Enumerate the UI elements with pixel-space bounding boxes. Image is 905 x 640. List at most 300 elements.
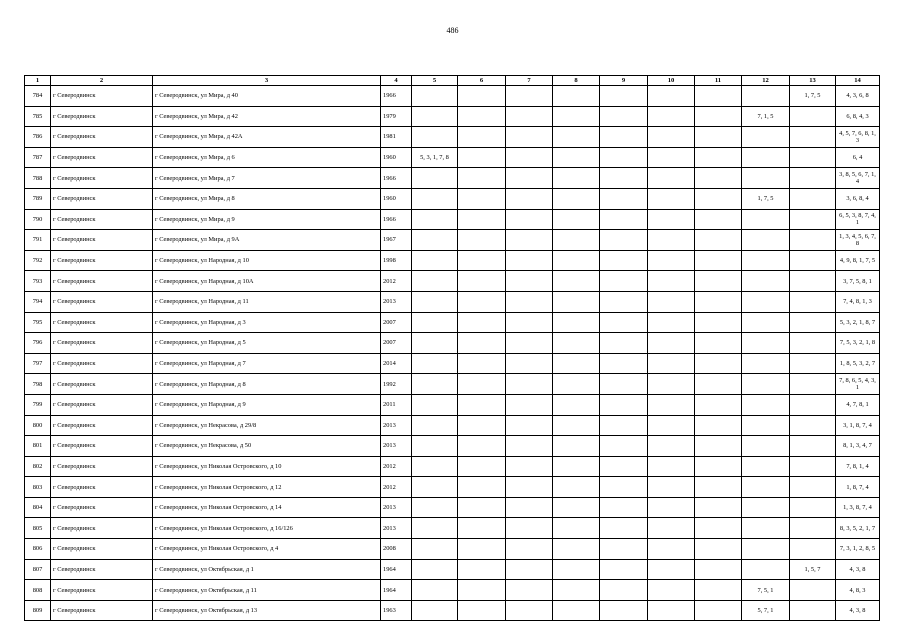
year-cell: 2007 — [381, 312, 412, 333]
col9-cell — [600, 250, 648, 271]
col8-cell — [553, 394, 600, 415]
col13-cell — [790, 580, 836, 601]
col6-cell — [458, 456, 506, 477]
table-row — [25, 456, 880, 477]
col8-cell — [553, 312, 600, 333]
col7-cell — [506, 168, 553, 189]
row-number-cell: 804 — [25, 497, 51, 518]
col5-cell — [412, 271, 458, 292]
city-cell: г Северодвинск — [51, 127, 153, 148]
table-row — [25, 271, 880, 292]
col11-cell — [695, 580, 742, 601]
year-cell: 1966 — [381, 168, 412, 189]
address-cell: г Северодвинск, ул Некрасова, д 29/8 — [153, 415, 381, 436]
year-cell: 1992 — [381, 374, 412, 395]
col8-cell — [553, 209, 600, 230]
col8-cell — [553, 250, 600, 271]
row-number-cell: 791 — [25, 230, 51, 251]
year-cell: 1979 — [381, 106, 412, 127]
col5-cell — [412, 250, 458, 271]
col11-cell — [695, 106, 742, 127]
col12-cell — [742, 539, 790, 560]
col7-cell — [506, 86, 553, 107]
city-cell: г Северодвинск — [51, 436, 153, 457]
col11-cell — [695, 147, 742, 168]
col14-cell: 3, 1, 8, 7, 4 — [836, 415, 880, 436]
col6-cell — [458, 209, 506, 230]
row-number-cell: 801 — [25, 436, 51, 457]
address-cell: г Северодвинск, ул Мира, д 40 — [153, 86, 381, 107]
city-cell: г Северодвинск — [51, 188, 153, 209]
col12-cell — [742, 374, 790, 395]
col13-cell — [790, 539, 836, 560]
col13-cell — [790, 168, 836, 189]
col5-cell — [412, 353, 458, 374]
col11-cell — [695, 127, 742, 148]
col12-cell: 5, 7, 1 — [742, 600, 790, 621]
row-number-cell: 795 — [25, 312, 51, 333]
col11-cell — [695, 394, 742, 415]
col9-cell — [600, 415, 648, 436]
col9-cell — [600, 394, 648, 415]
city-cell: г Северодвинск — [51, 168, 153, 189]
col13-cell: 1, 7, 5 — [790, 86, 836, 107]
col7-cell — [506, 250, 553, 271]
column-header: 10 — [648, 76, 695, 86]
address-cell: г Северодвинск, ул Народная, д 8 — [153, 374, 381, 395]
col11-cell — [695, 291, 742, 312]
row-number-cell: 805 — [25, 518, 51, 539]
col7-cell — [506, 353, 553, 374]
address-cell: г Северодвинск, ул Октябрьская, д 11 — [153, 580, 381, 601]
col10-cell — [648, 539, 695, 560]
city-cell: г Северодвинск — [51, 394, 153, 415]
page-number: 486 — [446, 26, 459, 35]
col11-cell — [695, 497, 742, 518]
col14-cell: 4, 9, 8, 1, 7, 5 — [836, 250, 880, 271]
col13-cell — [790, 209, 836, 230]
col12-cell — [742, 168, 790, 189]
col6-cell — [458, 86, 506, 107]
year-cell: 2012 — [381, 271, 412, 292]
table-row — [25, 580, 880, 601]
col5-cell — [412, 436, 458, 457]
col8-cell — [553, 230, 600, 251]
col7-cell — [506, 559, 553, 580]
table-row — [25, 188, 880, 209]
col9-cell — [600, 86, 648, 107]
row-number-cell: 789 — [25, 188, 51, 209]
row-number-cell: 786 — [25, 127, 51, 148]
col9-cell — [600, 497, 648, 518]
col5-cell — [412, 559, 458, 580]
col12-cell — [742, 559, 790, 580]
col6-cell — [458, 333, 506, 354]
col5-cell — [412, 86, 458, 107]
col13-cell — [790, 291, 836, 312]
col8-cell — [553, 497, 600, 518]
col14-cell: 4, 3, 6, 8 — [836, 86, 880, 107]
year-cell: 1964 — [381, 559, 412, 580]
col9-cell — [600, 188, 648, 209]
col12-cell — [742, 518, 790, 539]
table-row — [25, 291, 880, 312]
column-header: 12 — [742, 76, 790, 86]
col14-cell: 8, 1, 3, 4, 7 — [836, 436, 880, 457]
col9-cell — [600, 539, 648, 560]
year-cell: 1998 — [381, 250, 412, 271]
year-cell: 1963 — [381, 600, 412, 621]
col11-cell — [695, 271, 742, 292]
col5-cell — [412, 230, 458, 251]
col9-cell — [600, 518, 648, 539]
col6-cell — [458, 477, 506, 498]
city-cell: г Северодвинск — [51, 147, 153, 168]
col12-cell: 7, 1, 5 — [742, 106, 790, 127]
col7-cell — [506, 580, 553, 601]
col7-cell — [506, 230, 553, 251]
city-cell: г Северодвинск — [51, 374, 153, 395]
city-cell: г Северодвинск — [51, 230, 153, 251]
col12-cell — [742, 230, 790, 251]
table-row — [25, 333, 880, 354]
col8-cell — [553, 559, 600, 580]
col9-cell — [600, 106, 648, 127]
col8-cell — [553, 353, 600, 374]
col14-cell: 7, 8, 1, 4 — [836, 456, 880, 477]
row-number-cell: 803 — [25, 477, 51, 498]
col7-cell — [506, 312, 553, 333]
col8-cell — [553, 168, 600, 189]
col14-cell: 1, 8, 5, 3, 2, 7 — [836, 353, 880, 374]
col6-cell — [458, 250, 506, 271]
year-cell: 1966 — [381, 209, 412, 230]
col10-cell — [648, 209, 695, 230]
city-cell: г Северодвинск — [51, 580, 153, 601]
col5-cell — [412, 394, 458, 415]
col9-cell — [600, 147, 648, 168]
col11-cell — [695, 539, 742, 560]
city-cell: г Северодвинск — [51, 477, 153, 498]
col8-cell — [553, 374, 600, 395]
column-header: 9 — [600, 76, 648, 86]
year-cell: 2013 — [381, 291, 412, 312]
col13-cell — [790, 147, 836, 168]
col14-cell: 1, 8, 7, 4 — [836, 477, 880, 498]
col5-cell — [412, 497, 458, 518]
row-number-cell: 808 — [25, 580, 51, 601]
col14-cell: 4, 5, 7, 6, 8, 1, 3 — [836, 127, 880, 148]
col12-cell — [742, 209, 790, 230]
col5-cell: 5, 3, 1, 7, 8 — [412, 147, 458, 168]
col8-cell — [553, 580, 600, 601]
address-cell: г Северодвинск, ул Мира, д 42А — [153, 127, 381, 148]
table-row — [25, 106, 880, 127]
col8-cell — [553, 127, 600, 148]
col13-cell — [790, 394, 836, 415]
col13-cell — [790, 271, 836, 292]
table-row — [25, 394, 880, 415]
row-number-cell: 807 — [25, 559, 51, 580]
col7-cell — [506, 209, 553, 230]
col14-cell: 7, 3, 1, 2, 8, 5 — [836, 539, 880, 560]
col6-cell — [458, 230, 506, 251]
col14-cell: 4, 7, 8, 1 — [836, 394, 880, 415]
column-header: 13 — [790, 76, 836, 86]
year-cell: 1967 — [381, 230, 412, 251]
column-header: 11 — [695, 76, 742, 86]
col9-cell — [600, 230, 648, 251]
col6-cell — [458, 353, 506, 374]
col8-cell — [553, 436, 600, 457]
col7-cell — [506, 333, 553, 354]
col5-cell — [412, 600, 458, 621]
col13-cell — [790, 415, 836, 436]
col14-cell: 5, 3, 2, 1, 8, 7 — [836, 312, 880, 333]
col11-cell — [695, 168, 742, 189]
address-cell: г Северодвинск, ул Мира, д 9А — [153, 230, 381, 251]
year-cell: 1981 — [381, 127, 412, 148]
city-cell: г Северодвинск — [51, 415, 153, 436]
col14-cell: 8, 3, 5, 2, 1, 7 — [836, 518, 880, 539]
row-number-cell: 785 — [25, 106, 51, 127]
col10-cell — [648, 394, 695, 415]
column-header: 4 — [381, 76, 412, 86]
col13-cell — [790, 106, 836, 127]
col9-cell — [600, 580, 648, 601]
table-row — [25, 353, 880, 374]
year-cell: 2013 — [381, 497, 412, 518]
col7-cell — [506, 518, 553, 539]
year-cell: 2008 — [381, 539, 412, 560]
col12-cell — [742, 147, 790, 168]
col6-cell — [458, 415, 506, 436]
address-cell: г Северодвинск, ул Октябрьская, д 13 — [153, 600, 381, 621]
col14-cell: 3, 6, 8, 4 — [836, 188, 880, 209]
city-cell: г Северодвинск — [51, 497, 153, 518]
col12-cell — [742, 127, 790, 148]
column-header: 8 — [553, 76, 600, 86]
col9-cell — [600, 353, 648, 374]
address-cell: г Северодвинск, ул Октябрьская, д 1 — [153, 559, 381, 580]
col6-cell — [458, 497, 506, 518]
col6-cell — [458, 271, 506, 292]
col14-cell: 6, 8, 4, 3 — [836, 106, 880, 127]
col8-cell — [553, 518, 600, 539]
col14-cell: 4, 8, 3 — [836, 580, 880, 601]
col7-cell — [506, 539, 553, 560]
city-cell: г Северодвинск — [51, 456, 153, 477]
col13-cell — [790, 333, 836, 354]
address-cell: г Северодвинск, ул Народная, д 9 — [153, 394, 381, 415]
address-cell: г Северодвинск, ул Народная, д 7 — [153, 353, 381, 374]
year-cell: 1960 — [381, 147, 412, 168]
table-row — [25, 415, 880, 436]
col7-cell — [506, 477, 553, 498]
col9-cell — [600, 209, 648, 230]
table-row — [25, 518, 880, 539]
column-header: 7 — [506, 76, 553, 86]
row-number-cell: 794 — [25, 291, 51, 312]
col7-cell — [506, 147, 553, 168]
col9-cell — [600, 291, 648, 312]
col13-cell — [790, 497, 836, 518]
col12-cell — [742, 477, 790, 498]
col5-cell — [412, 580, 458, 601]
city-cell: г Северодвинск — [51, 353, 153, 374]
row-number-cell: 787 — [25, 147, 51, 168]
col5-cell — [412, 518, 458, 539]
address-cell: г Северодвинск, ул Николая Островского, д 4 — [153, 539, 381, 560]
col7-cell — [506, 127, 553, 148]
address-cell: г Северодвинск, ул Народная, д 11 — [153, 291, 381, 312]
col13-cell — [790, 600, 836, 621]
col14-cell: 4, 3, 8 — [836, 559, 880, 580]
col11-cell — [695, 456, 742, 477]
col13-cell — [790, 518, 836, 539]
city-cell: г Северодвинск — [51, 250, 153, 271]
col8-cell — [553, 600, 600, 621]
col7-cell — [506, 291, 553, 312]
col9-cell — [600, 600, 648, 621]
col5-cell — [412, 291, 458, 312]
city-cell: г Северодвинск — [51, 86, 153, 107]
col7-cell — [506, 188, 553, 209]
col9-cell — [600, 168, 648, 189]
col5-cell — [412, 539, 458, 560]
col13-cell — [790, 477, 836, 498]
col11-cell — [695, 436, 742, 457]
col13-cell — [790, 188, 836, 209]
city-cell: г Северодвинск — [51, 559, 153, 580]
year-cell: 2012 — [381, 477, 412, 498]
col13-cell — [790, 312, 836, 333]
col7-cell — [506, 394, 553, 415]
table-row — [25, 436, 880, 457]
col12-cell — [742, 394, 790, 415]
col10-cell — [648, 291, 695, 312]
col14-cell: 3, 7, 5, 8, 1 — [836, 271, 880, 292]
col9-cell — [600, 374, 648, 395]
table-row — [25, 147, 880, 168]
column-header: 5 — [412, 76, 458, 86]
address-cell: г Северодвинск, ул Мира, д 6 — [153, 147, 381, 168]
col10-cell — [648, 168, 695, 189]
col8-cell — [553, 271, 600, 292]
address-cell: г Северодвинск, ул Народная, д 5 — [153, 333, 381, 354]
col11-cell — [695, 250, 742, 271]
col6-cell — [458, 374, 506, 395]
year-cell: 1964 — [381, 580, 412, 601]
register-table — [24, 75, 880, 621]
col11-cell — [695, 209, 742, 230]
city-cell: г Северодвинск — [51, 271, 153, 292]
address-cell: г Северодвинск, ул Мира, д 7 — [153, 168, 381, 189]
year-cell: 2011 — [381, 394, 412, 415]
col11-cell — [695, 600, 742, 621]
address-cell: г Северодвинск, ул Народная, д 10 — [153, 250, 381, 271]
row-number-cell: 788 — [25, 168, 51, 189]
col14-cell: 7, 8, 6, 5, 4, 3, 1 — [836, 374, 880, 395]
col14-cell: 7, 4, 8, 1, 3 — [836, 291, 880, 312]
table-row — [25, 168, 880, 189]
table-row — [25, 374, 880, 395]
col12-cell — [742, 415, 790, 436]
table-row — [25, 312, 880, 333]
address-cell: г Северодвинск, ул Народная, д 3 — [153, 312, 381, 333]
col12-cell — [742, 312, 790, 333]
col11-cell — [695, 477, 742, 498]
address-cell: г Северодвинск, ул Николая Островского, д 14 — [153, 497, 381, 518]
address-cell: г Северодвинск, ул Мира, д 8 — [153, 188, 381, 209]
row-number-cell: 809 — [25, 600, 51, 621]
year-cell: 2007 — [381, 333, 412, 354]
col12-cell: 7, 5, 1 — [742, 580, 790, 601]
col12-cell — [742, 436, 790, 457]
col10-cell — [648, 415, 695, 436]
col10-cell — [648, 580, 695, 601]
col14-cell: 3, 8, 5, 6, 7, 1, 4 — [836, 168, 880, 189]
col5-cell — [412, 333, 458, 354]
col8-cell — [553, 86, 600, 107]
col8-cell — [553, 147, 600, 168]
col5-cell — [412, 106, 458, 127]
col5-cell — [412, 168, 458, 189]
table-row — [25, 250, 880, 271]
col10-cell — [648, 147, 695, 168]
col13-cell: 1, 5, 7 — [790, 559, 836, 580]
col9-cell — [600, 312, 648, 333]
column-header: 2 — [51, 76, 153, 86]
table-row — [25, 600, 880, 621]
year-cell: 2013 — [381, 436, 412, 457]
table-row — [25, 127, 880, 148]
year-cell: 2013 — [381, 518, 412, 539]
col10-cell — [648, 518, 695, 539]
col10-cell — [648, 497, 695, 518]
col13-cell — [790, 456, 836, 477]
col6-cell — [458, 106, 506, 127]
col13-cell — [790, 127, 836, 148]
col13-cell — [790, 436, 836, 457]
col10-cell — [648, 436, 695, 457]
year-cell: 1966 — [381, 86, 412, 107]
col13-cell — [790, 230, 836, 251]
year-cell: 2014 — [381, 353, 412, 374]
row-number-cell: 792 — [25, 250, 51, 271]
col11-cell — [695, 353, 742, 374]
col10-cell — [648, 374, 695, 395]
col10-cell — [648, 600, 695, 621]
col9-cell — [600, 271, 648, 292]
col11-cell — [695, 230, 742, 251]
row-number-cell: 796 — [25, 333, 51, 354]
col6-cell — [458, 518, 506, 539]
col8-cell — [553, 188, 600, 209]
col11-cell — [695, 415, 742, 436]
column-header: 14 — [836, 76, 880, 86]
column-header: 3 — [153, 76, 381, 86]
col5-cell — [412, 127, 458, 148]
col10-cell — [648, 456, 695, 477]
col9-cell — [600, 559, 648, 580]
col14-cell: 6, 5, 3, 8, 7, 4, 1 — [836, 209, 880, 230]
col6-cell — [458, 394, 506, 415]
col12-cell — [742, 353, 790, 374]
col7-cell — [506, 600, 553, 621]
col7-cell — [506, 415, 553, 436]
col6-cell — [458, 127, 506, 148]
